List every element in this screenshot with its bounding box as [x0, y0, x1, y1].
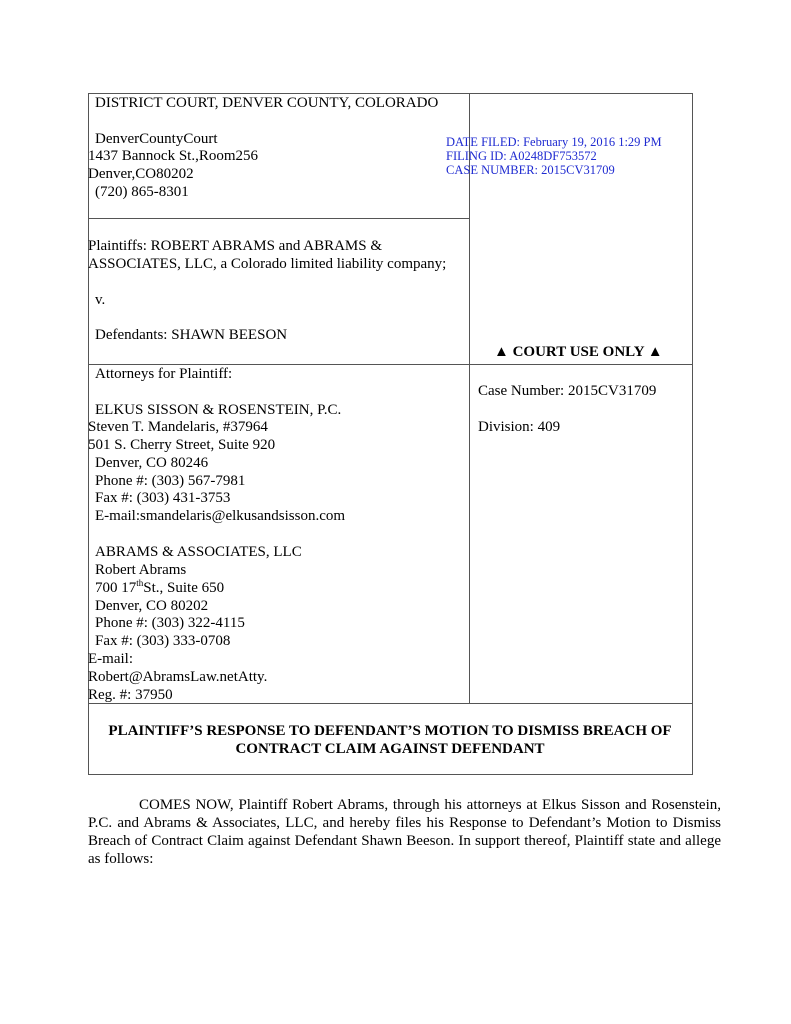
firm-address-street: St., Suite 650 — [143, 580, 225, 596]
firm-address: Denver, CO 80246 — [95, 455, 209, 471]
court-address-line: DenverCountyCourt — [95, 131, 218, 147]
firm-email: E-mail:smandelaris@elkusandsisson.com — [95, 508, 346, 524]
firm-address: 501 S. Cherry Street, Suite 920 — [88, 437, 276, 453]
attorneys-heading: Attorneys for Plaintiff: — [95, 366, 233, 382]
filing-stamp-case-number: CASE NUMBER: 2015CV31709 — [446, 163, 615, 177]
document-title-line: PLAINTIFF’S RESPONSE TO DEFENDANT’S MOTION TO DISMISS BREACH OF — [108, 723, 672, 739]
plaintiffs-line: ASSOCIATES, LLC, a Colorado limited liability company; — [88, 256, 447, 272]
firm-fax: Fax #: (303) 333-0708 — [95, 633, 231, 649]
plaintiffs-line: Plaintiffs: ROBERT ABRAMS and ABRAMS & — [88, 238, 383, 254]
firm-address-number: 700 17 — [95, 580, 137, 596]
firm-name: ABRAMS & ASSOCIATES, LLC — [95, 544, 302, 560]
defendants-line: Defendants: SHAWN BEESON — [95, 327, 288, 343]
case-number: Case Number: 2015CV31709 — [478, 383, 657, 399]
caption-bottom-border — [88, 774, 693, 775]
filing-stamp-date: DATE FILED: February 19, 2016 1:29 PM — [446, 135, 662, 149]
attorney-registration: Reg. #: 37950 — [88, 687, 173, 703]
firm-email: Robert@AbramsLaw.netAtty. — [88, 669, 268, 685]
firm-address: Denver, CO 80202 — [95, 598, 209, 614]
document-title-line: CONTRACT CLAIM AGAINST DEFENDANT — [235, 741, 545, 757]
caption-center-divider — [469, 93, 470, 703]
title-divider — [88, 703, 693, 704]
court-info-divider — [88, 218, 469, 219]
filing-stamp-id: FILING ID: A0248DF753572 — [446, 149, 597, 163]
firm-address — [95, 579, 224, 597]
versus: v. — [95, 292, 106, 308]
opening-paragraph: COMES NOW, Plaintiff Robert Abrams, through his attorneys at Elkus Sisson and Rosenstein, P.C. and Abrams & Associates, LLC, and hereby files his Response to Defendant’s Motion to Dismiss Breach of Contract Claim against Defendant Shawn Beeson. In support thereof, Plaintiff state and allege as follows: — [88, 797, 721, 867]
firm-phone: Phone #: (303) 567-7981 — [95, 473, 246, 489]
court-phone: (720) 865-8301 — [95, 184, 189, 200]
ordinal-suffix: th — [136, 578, 144, 588]
firm-email-label: E-mail: — [88, 651, 133, 667]
caption-right-border — [692, 93, 693, 774]
firm-phone: Phone #: (303) 322-4115 — [95, 615, 245, 631]
court-name: DISTRICT COURT, DENVER COUNTY, COLORADO — [95, 95, 439, 111]
court-address-line: 1437 Bannock St.,Room256 — [88, 148, 259, 164]
division: Division: 409 — [478, 419, 561, 435]
court-address-line: Denver,CO80202 — [88, 166, 194, 182]
court-use-only-label: ▲ COURT USE ONLY ▲ — [494, 344, 663, 360]
attorney-name: Steven T. Mandelaris, #37964 — [88, 419, 268, 435]
firm-name: ELKUS SISSON & ROSENSTEIN, P.C. — [95, 402, 342, 418]
document-title — [88, 722, 692, 758]
firm-fax: Fax #: (303) 431-3753 — [95, 490, 231, 506]
attorney-name: Robert Abrams — [95, 562, 187, 578]
